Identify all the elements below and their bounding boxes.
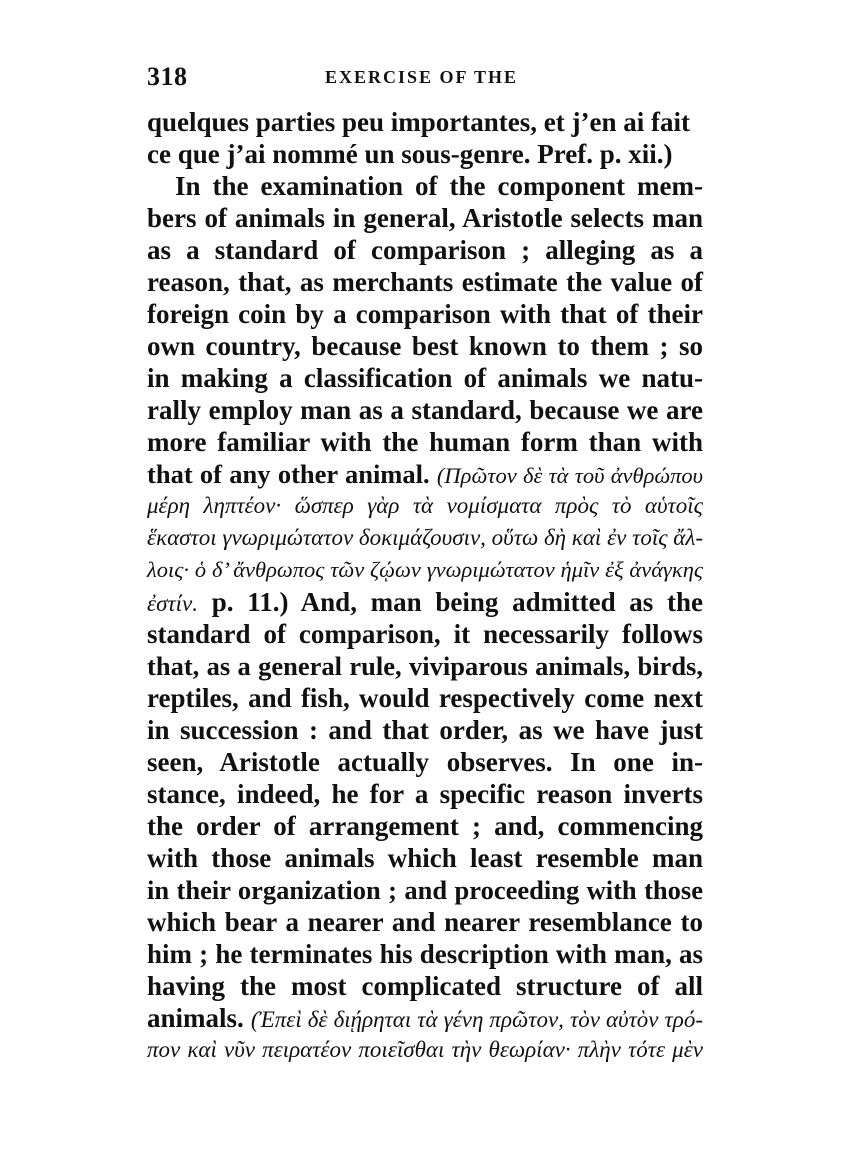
text-line: in their organization ; and proceeding with those	[147, 875, 703, 905]
greek-line: μέρη ληπτέον· ὥσπερ γὰρ τὰ νομίσματα πρὸς τὸ αὑτοῖς	[147, 493, 703, 518]
text-line: more familiar with the human form than with	[147, 427, 703, 457]
body-text	[147, 106, 703, 1066]
greek-quotation: (Ἐπεὶ δὲ διῄρηται τὰ γένη πρῶτον, τὸν αὐτὸν τρό-	[250, 1007, 703, 1032]
greek-line: ἕκαστοι γνωριμώτατον δοκιμάζουσιν, οὕτω δὴ καὶ ἐν τοῖς ἄλ-	[147, 525, 703, 550]
text-line: bers of animals in general, Aristotle selects man	[147, 203, 703, 233]
text-line: foreign coin by a comparison with that of their	[147, 299, 703, 329]
running-head: EXERCISE OF THE	[325, 67, 519, 87]
text-line	[147, 586, 703, 618]
greek-line: λοις· ὁ δ’ ἄνθρωπος τῶν ζῴων γνωριμώτατον ἡμῖν ἐξ ἀνάγκης	[147, 557, 703, 582]
text-line: ce que j’ai nommé un sous-genre. Pref. p. xii.)	[147, 139, 673, 169]
text-line: reptiles, and fish, would respectively come next	[147, 683, 703, 713]
text-line	[147, 458, 703, 490]
text-segment: animals.	[147, 1003, 244, 1033]
greek-quotation: (Πρῶτον δὲ τὰ τοῦ ἀνθρώπου	[436, 463, 703, 488]
page-number: 318	[147, 62, 188, 91]
text-line: standard of comparison, it necessarily follows	[147, 619, 703, 649]
text-line: having the most complicated structure of all	[147, 971, 703, 1001]
text-segment: p. 11.) And, man being admitted as the	[211, 587, 704, 617]
text-line: own country, because best known to them ; so	[147, 331, 703, 361]
text-line: that, as a general rule, viviparous animals, birds,	[147, 651, 703, 681]
text-line: the order of arrangement ; and, commencing	[147, 811, 703, 841]
text-line: with those animals which least resemble man	[147, 843, 703, 873]
text-line	[147, 1002, 703, 1034]
text-line: rally employ man as a standard, because we are	[147, 395, 703, 425]
text-line: reason, that, as merchants estimate the value of	[147, 267, 703, 297]
text-line: him ; he terminates his description with man, as	[147, 939, 703, 969]
text-line: which bear a nearer and nearer resemblance to	[147, 907, 703, 937]
text-line: in making a classification of animals we natu-	[147, 363, 703, 393]
page-header	[147, 62, 703, 94]
text-line: as a standard of comparison ; alleging as a	[147, 235, 703, 265]
greek-quotation: ἐστίν.	[147, 591, 198, 616]
text-line: stance, indeed, he for a specific reason inverts	[147, 779, 703, 809]
text-segment: that of any other animal.	[147, 459, 430, 489]
text-line: seen, Aristotle actually observes. In one in-	[147, 747, 703, 777]
text-line: quelques parties peu importantes, et j’en ai fait	[147, 107, 690, 137]
text-line: In the examination of the component mem-	[175, 171, 703, 201]
text-line: in succession : and that order, as we have just	[147, 715, 703, 745]
greek-line: πον καὶ νῦν πειρατέον ποιεῖσθαι τὴν θεωρίαν· πλὴν τότε μὲν	[147, 1037, 703, 1062]
